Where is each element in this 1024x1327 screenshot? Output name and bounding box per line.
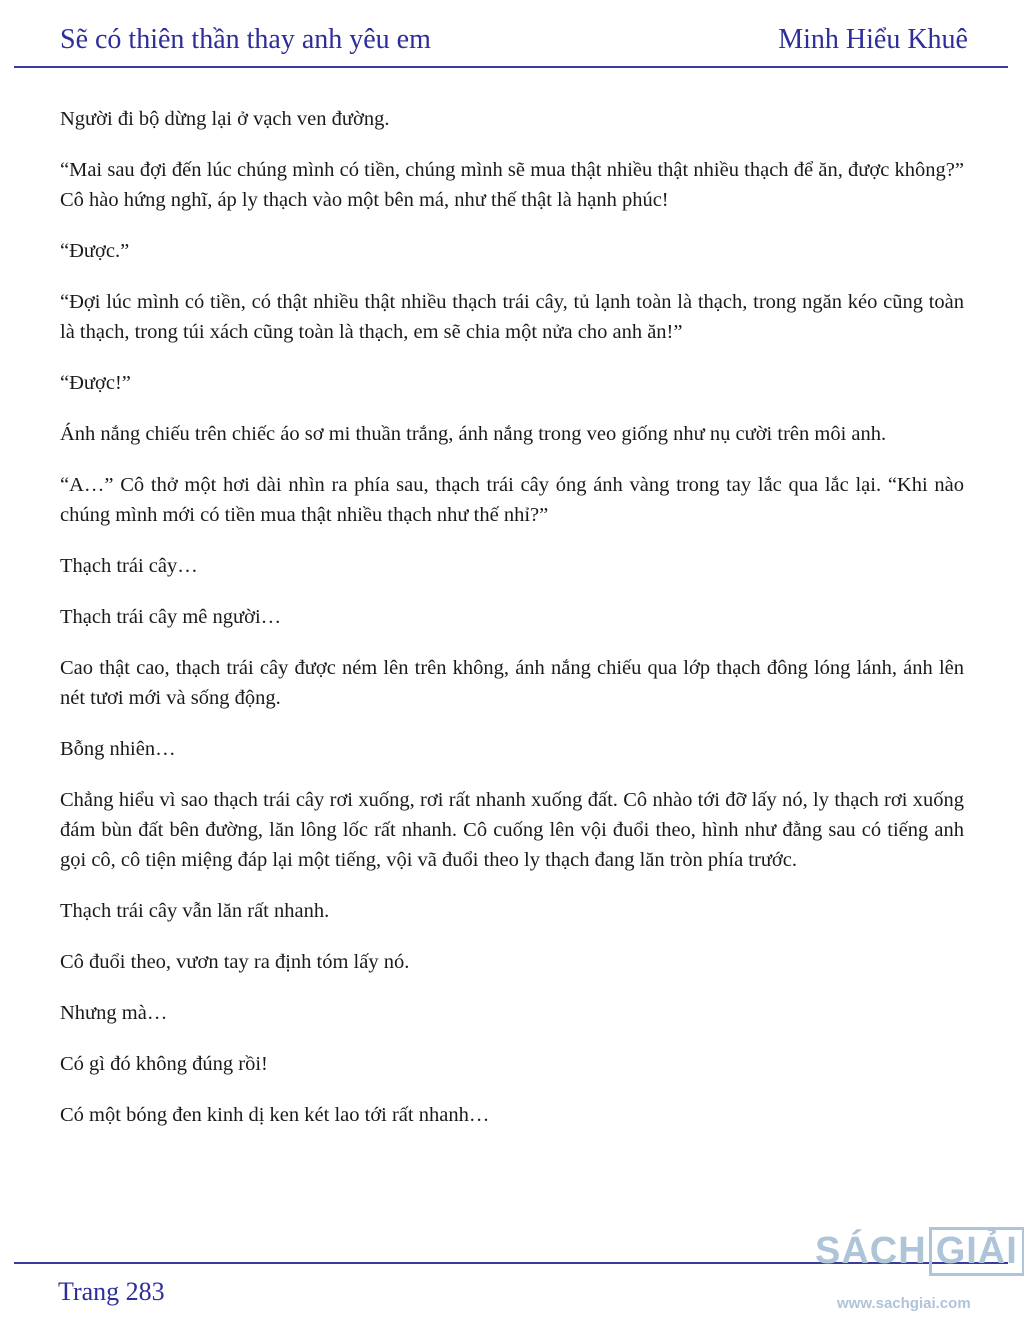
page-number: Trang 283 (58, 1277, 165, 1306)
watermark-logo-part1: SÁCH (815, 1230, 927, 1272)
paragraph: Thạch trái cây mê người… (60, 606, 282, 628)
paragraph: Cao thật cao, thạch trái cây được ném lên trên không, ánh nắng chiếu qua lớp thạch đông lóng lánh, ánh lên nét tươi mới và sống động. (60, 657, 964, 709)
watermark-logo (815, 1227, 1024, 1276)
author-name: Minh Hiểu Khuê (778, 24, 968, 55)
watermark-url: www.sachgiai.com (837, 1295, 971, 1312)
watermark-logo-part2: GIẢI (929, 1227, 1024, 1276)
paragraph: “Mai sau đợi đến lúc chúng mình có tiền, chúng mình sẽ mua thật nhiều thật nhiều thạch để ăn, được không?” Cô hào hứng nghĩ, áp ly thạch vào một bên má, như thế thật là hạnh phúc! (60, 159, 964, 211)
paragraph: Cô đuổi theo, vươn tay ra định tóm lấy nó. (60, 951, 410, 973)
paragraph: Có gì đó không đúng rồi! (60, 1053, 268, 1075)
page-body (60, 104, 964, 1151)
paragraph: Có một bóng đen kinh dị ken két lao tới rất nhanh… (60, 1104, 490, 1126)
paragraph: “Đợi lúc mình có tiền, có thật nhiều thật nhiều thạch trái cây, tủ lạnh toàn là thạch, trong ngăn kéo cũng toàn là thạch, trong túi xách cũng toàn là thạch, em sẽ chia một nửa cho anh ăn!” (60, 291, 964, 343)
paragraph: Bỗng nhiên… (60, 738, 176, 760)
paragraph: “Được!” (60, 372, 131, 394)
paragraph: “Được.” (60, 240, 130, 262)
paragraph: “A…” Cô thở một hơi dài nhìn ra phía sau, thạch trái cây óng ánh vàng trong tay lắc qua lắc lại. “Khi nào chúng mình mới có tiền mua thật nhiều thạch như thế nhỉ?” (60, 474, 964, 526)
paragraph: Ánh nắng chiếu trên chiếc áo sơ mi thuần trắng, ánh nắng trong veo giống như nụ cười trên môi anh. (60, 423, 887, 445)
paragraph: Người đi bộ dừng lại ở vạch ven đường. (60, 108, 390, 130)
page-header (14, 0, 1008, 68)
paragraph: Thạch trái cây… (60, 555, 198, 577)
watermark (815, 1217, 1024, 1325)
book-title: Sẽ có thiên thần thay anh yêu em (60, 24, 431, 55)
paragraph: Thạch trái cây vẫn lăn rất nhanh. (60, 900, 330, 922)
paragraph: Nhưng mà… (60, 1002, 168, 1024)
paragraph: Chẳng hiểu vì sao thạch trái cây rơi xuống, rơi rất nhanh xuống đất. Cô nhào tới đỡ lấy nó, ly thạch rơi xuống đám bùn đất bên đường, lăn lông lốc rất nhanh. Cô cuống lên vội đuổi theo, hình như đằng sau có tiếng anh gọi cô, cô tiện miệng đáp lại một tiếng, vội vã đuổi theo ly thạch đang lăn tròn phía trước. (60, 789, 964, 871)
